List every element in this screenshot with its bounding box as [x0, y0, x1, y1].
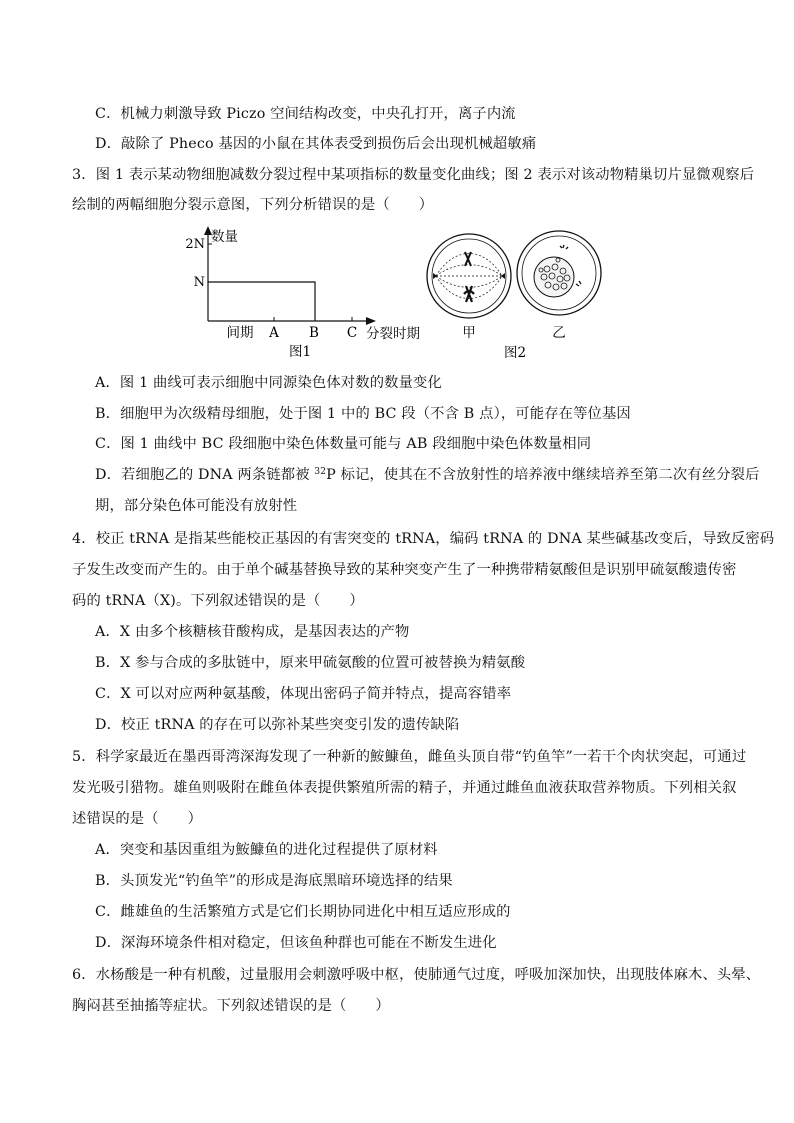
q4-stem-line1: 4．校正 tRNA 是指某些能校正基因的有害突变的 tRNA，编码 tRNA 的 DNA 某些碱基改变后，导致反密码	[72, 531, 775, 547]
y-tick-n: N	[193, 275, 205, 290]
q4-option-a: A．X 由多个核糖核苷酸构成，是基因表达的产物	[95, 624, 410, 640]
q3-stem-line1: 3．图 1 表示某动物细胞减数分裂过程中某项指标的数量变化曲线；图 2 表示对该动物精巢切片显微观察后	[72, 167, 755, 183]
q5-stem-line2: 发光吸引猎物。雄鱼则吸附在雌鱼体表提供繁殖所需的精子，并通过雌鱼血液获取营养物质。下列相关叙	[72, 780, 737, 796]
figure-2-cells	[424, 226, 620, 366]
q4-option-b: B．X 参与合成的多肽链中，原来甲硫氨酸的位置可被替换为精氨酸	[95, 655, 526, 671]
q5-option-c: C．雌雄鱼的生活繁殖方式是它们长期协同进化中相互适应形成的	[95, 904, 511, 920]
x-axis-arrow	[366, 317, 376, 325]
q6-stem-line1: 6．水杨酸是一种有机酸，过量服用会刺激呼吸中枢，使肺通气过度，呼吸加深加快，出现肢体麻木、头晕、	[72, 967, 761, 983]
x-tick-a: A	[269, 325, 279, 341]
q2-option-d: D．敲除了 Pheco 基因的小鼠在其体表受到损伤后会出现机械超敏痛	[95, 136, 537, 152]
cell-jia	[427, 234, 511, 318]
q3-option-c: C．图 1 曲线中 BC 段细胞中染色体数量可能与 AB 段细胞中染色体数量相同	[95, 436, 592, 452]
x-tick-b: B	[309, 325, 319, 341]
y-tick-2n: 2N	[185, 237, 205, 252]
q5-stem-line1: 5．科学家最近在墨西哥湾深海发现了一种新的鮟鱇鱼，雌鱼头顶自带“钓鱼竿”一若干个肉状突起，可通过	[72, 749, 747, 765]
q3-option-d-line2: 期，部分染色体可能没有放射性	[95, 498, 298, 514]
cell-yi-label: 乙	[552, 325, 566, 341]
q3-stem-line2: 绘制的两幅细胞分裂示意图，下列分析错误的是（ ）	[72, 197, 434, 213]
q3-option-b: B．细胞甲为次级精母细胞，处于图 1 中的 BC 段（不含 B 点），可能存在等位基因	[95, 406, 631, 422]
q5-stem-line3: 述错误的是（ ）	[72, 811, 203, 827]
q6-stem-line2: 胸闷甚至抽搐等症状。下列叙述错误的是（ ）	[72, 998, 390, 1014]
figure-2-caption: 图2	[503, 345, 527, 361]
y-axis-label: 数量	[211, 229, 238, 245]
data-curve	[208, 282, 315, 321]
q5-option-b: B．头顶发光“钓鱼竿”的形成是海底黑暗环境选择的结果	[95, 873, 453, 889]
q4-option-c: C．X 可以对应两种氨基酸，体现出密码子简并特点，提高容错率	[95, 686, 512, 702]
x-tick-c: C	[346, 325, 358, 341]
q3-option-d-post: P 标记，使其在不含放射性的培养液中继续培养至第二次有丝分裂后	[326, 467, 760, 483]
cell-yi	[517, 231, 601, 315]
q3-option-a: A．图 1 曲线可表示细胞中同源染色体对数的数量变化	[95, 375, 442, 391]
q4-stem-line2: 子发生改变而产生的。由于单个碱基替换导致的某种突变产生了一种携带精氨酸但是识别甲硫氨酸遗传密	[72, 562, 737, 578]
x-axis-label: 分裂时期	[366, 326, 420, 342]
q5-option-a: A．突变和基因重组为鮟鱇鱼的进化过程提供了原材料	[95, 842, 438, 858]
q5-option-d: D．深海环境条件相对稳定，但该鱼种群也可能在不断发生进化	[95, 935, 497, 951]
figure-1-chart	[180, 222, 440, 364]
q4-option-d: D．校正 tRNA 的存在可以弥补某些突变引发的遗传缺陷	[95, 717, 460, 733]
x-tick-interphase: 间期	[226, 325, 254, 341]
cell-jia-label: 甲	[462, 325, 476, 341]
q4-stem-line3: 码的 tRNA（X)。下列叙述错误的是（ ）	[72, 593, 364, 609]
q3-option-d-superscript: 32	[314, 467, 327, 477]
q2-option-c: C．机械力刺激导致 Piczo 空间结构改变，中央孔打开，离子内流	[95, 106, 516, 122]
figure-1-caption: 图1	[288, 344, 312, 360]
q3-option-d-line1	[95, 465, 760, 485]
q3-option-d-pre: D．若细胞乙的 DNA 两条链都被	[95, 467, 315, 483]
